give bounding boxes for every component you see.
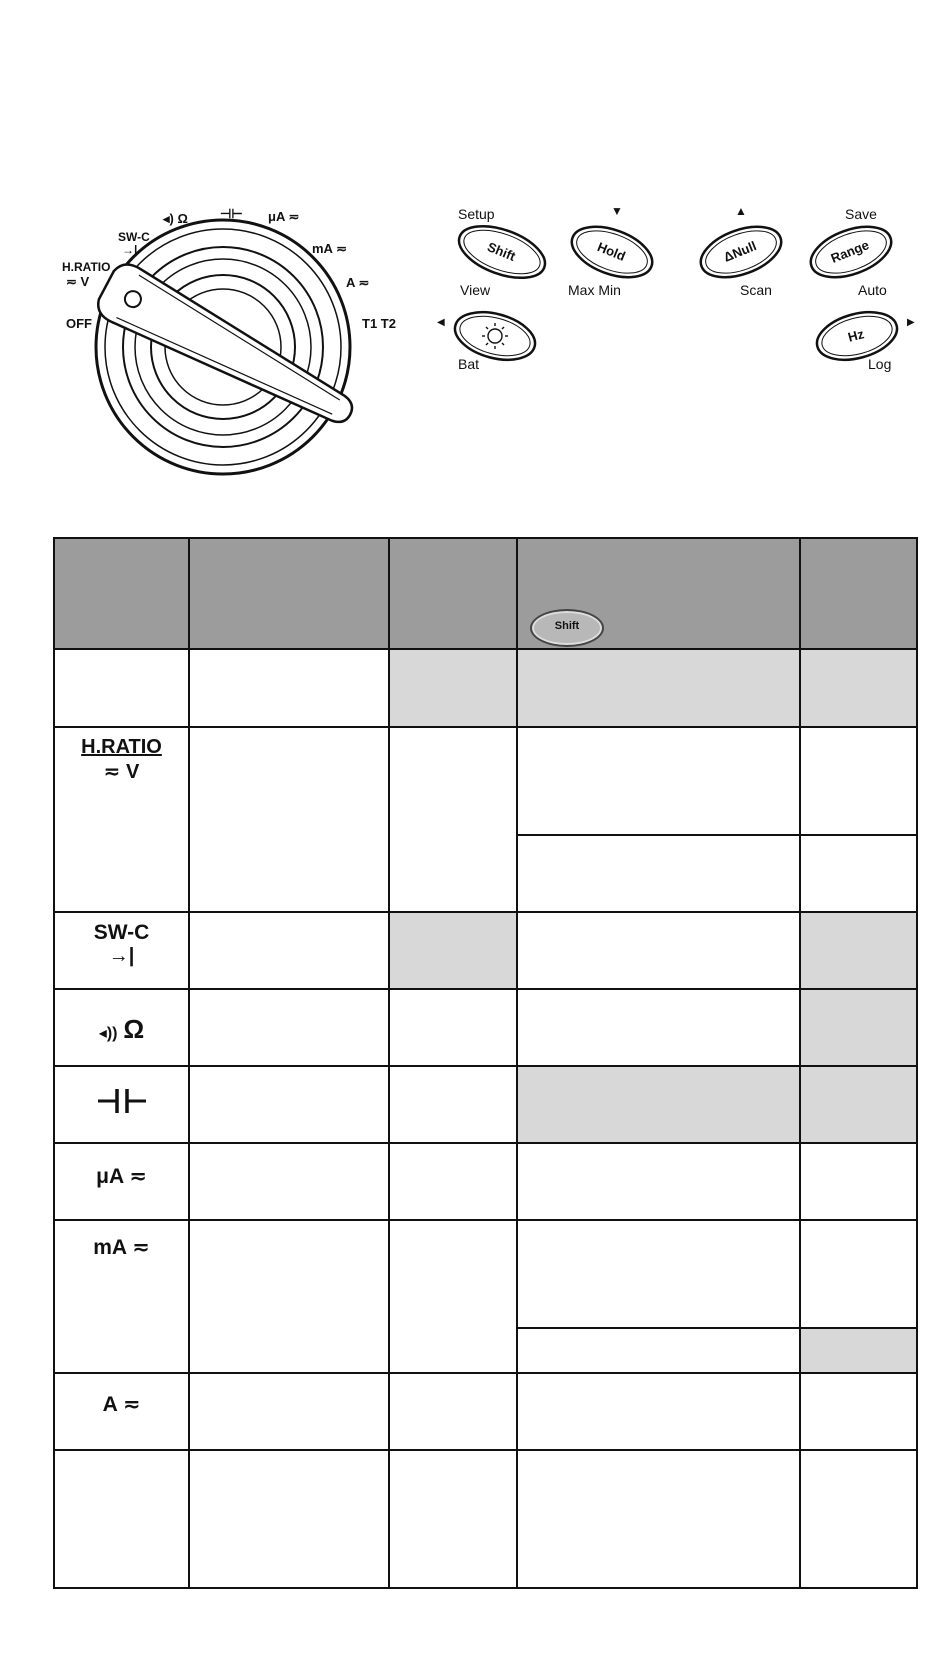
dial-label-ma: mA ≂ <box>312 241 347 256</box>
null-above-arrow-icon: ▲ <box>735 204 747 218</box>
null-key[interactable]: ΔNull <box>721 238 759 265</box>
symbol-cell-ma: mA ≂ <box>54 1220 189 1373</box>
table-row <box>54 727 917 835</box>
shift-above-label: Setup <box>458 206 495 222</box>
dial-label-hratio: H.RATIO <box>62 260 111 274</box>
ac-dc-icon: ≂ <box>132 1236 150 1259</box>
symbol-cell-swc: SW-C →| <box>54 912 189 989</box>
dial-label-ua: μA ≂ <box>268 209 300 224</box>
header-cell-function <box>189 538 389 649</box>
hold-key[interactable]: Hold <box>595 239 628 264</box>
dial-label-ohm: ◂) Ω <box>163 211 188 226</box>
symbol-cell-ohm: ◂)) Ω <box>54 989 189 1066</box>
symbol-cell-hratio: H.RATIO ≂ V <box>54 727 189 912</box>
symbol-cell <box>54 1450 189 1588</box>
mode-function-table <box>53 537 918 1589</box>
backlight-key[interactable] <box>452 312 538 358</box>
ac-dc-icon: ≂ <box>358 275 370 290</box>
light-below-label: Bat <box>458 356 480 372</box>
speaker-icon: ◂) <box>163 211 174 226</box>
dial-label-off: OFF <box>66 316 92 331</box>
header-cell-shift <box>517 538 800 649</box>
dial-label-a: A ≂ <box>346 275 370 290</box>
range-key[interactable]: Range <box>828 237 872 266</box>
header-cell-col5 <box>800 538 917 649</box>
table-row <box>54 1450 917 1588</box>
table-row <box>54 1066 917 1143</box>
hz-key[interactable]: Hz <box>846 326 866 345</box>
capacitor-icon: ⊣⊢ <box>220 206 243 221</box>
symbol-cell-a: A ≂ <box>54 1373 189 1450</box>
hold-above-arrow-icon: ▼ <box>611 204 623 218</box>
ac-dc-icon: ≂ <box>103 761 121 783</box>
range-below-label: Auto <box>858 282 887 298</box>
left-arrow-icon: ◀ <box>437 317 445 328</box>
symbol-cell <box>54 649 189 727</box>
range-above-label: Save <box>845 206 877 222</box>
shift-below-label: View <box>460 282 491 298</box>
header-cell-switch <box>54 538 189 649</box>
ac-dc-icon: ≂ <box>66 274 77 289</box>
rotary-dial[interactable] <box>55 195 400 485</box>
table-row <box>54 1220 917 1328</box>
dial-label-t1t2: T1 T2 <box>362 316 396 331</box>
symbol-cell-ua: μA ≂ <box>54 1143 189 1220</box>
symbol-cell-capacitor <box>54 1066 189 1143</box>
diode-icon: →| <box>108 945 135 967</box>
shift-button-chip: Shift <box>530 609 604 647</box>
table-header-row <box>54 538 917 649</box>
ac-dc-icon: ≂ <box>129 1165 147 1188</box>
ac-dc-icon: ≂ <box>336 241 347 256</box>
hold-below-label: Max Min <box>568 282 621 298</box>
table-row <box>54 1143 917 1220</box>
table-row <box>54 649 917 727</box>
ac-dc-icon: ≂ <box>122 1393 141 1416</box>
header-cell-col3 <box>389 538 517 649</box>
hz-below-label: Log <box>868 356 892 372</box>
capacitor-icon <box>96 1087 148 1115</box>
diode-icon: →| <box>122 243 138 257</box>
table-row <box>54 989 917 1066</box>
shift-key[interactable]: Shift <box>485 239 518 264</box>
ac-dc-icon: ≂ <box>288 209 300 224</box>
speaker-icon: ◂)) <box>98 1025 118 1042</box>
right-arrow-icon: ▶ <box>907 317 915 328</box>
null-below-label: Scan <box>740 282 772 298</box>
dial-label-swc: SW-C <box>118 230 150 244</box>
dial-label-hratio-v: ≂ V <box>66 274 90 289</box>
table-row <box>54 1373 917 1450</box>
table-row <box>54 912 917 989</box>
